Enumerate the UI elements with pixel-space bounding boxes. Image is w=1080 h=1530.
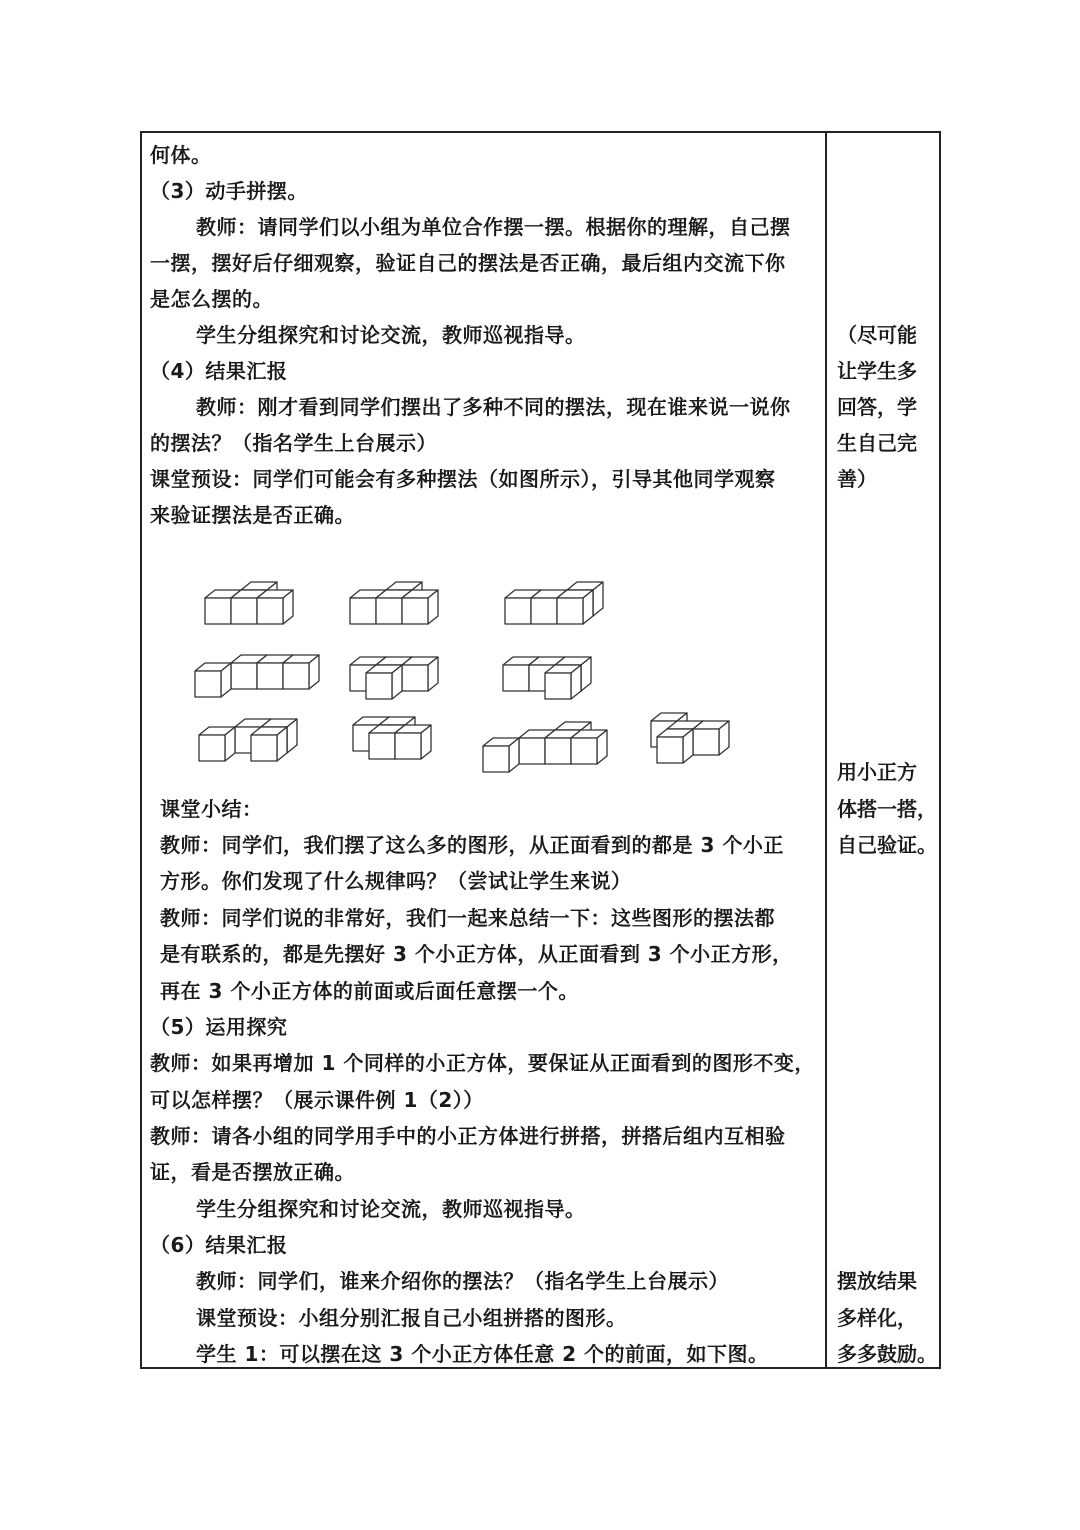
text-line: 学生分组探究和讨论交流，教师巡视指导。 <box>196 1197 586 1221</box>
side-note: 体搭一搭， <box>837 797 937 821</box>
cube-shape <box>571 730 607 764</box>
text-line: 教师：请同学们以小组为单位合作摆一摆。根据你的理解，自己摆 <box>196 215 791 239</box>
cube-shape <box>283 655 319 689</box>
text-line: 是有联系的，都是先摆好 3 个小正方体，从正面看到 3 个小正方形， <box>160 942 793 966</box>
side-note: （尽可能 <box>837 323 917 347</box>
cube-shape <box>395 725 431 759</box>
text-line: 方形。你们发现了什么规律吗？（尝试让学生来说） <box>160 869 632 893</box>
cube-shape <box>195 663 231 697</box>
text-line: 教师：请各小组的同学用手中的小正方体进行拼搭，拼搭后组内互相验 <box>150 1124 786 1148</box>
text-line: 何体。 <box>150 143 212 167</box>
cube-shape <box>251 727 287 761</box>
cube-shape <box>402 590 438 624</box>
cube-arrangements-figure <box>185 565 745 780</box>
text-line: 教师：同学们，我们摆了这么多的图形，从正面看到的都是 3 个小正 <box>160 833 784 857</box>
cube-shape <box>366 665 402 699</box>
text-line: 再在 3 个小正方体的前面或后面任意摆一个。 <box>160 979 579 1003</box>
summary-heading: 课堂小结： <box>160 797 263 821</box>
section-heading: （5）运用探究 <box>150 1015 288 1039</box>
text-line: 教师：同学们说的非常好，我们一起来总结一下：这些图形的摆法都 <box>160 906 775 930</box>
text-line: 的摆法？（指名学生上台展示） <box>150 431 437 455</box>
column-divider <box>825 131 827 1369</box>
text-line: 是怎么摆的。 <box>150 287 273 311</box>
side-note: 用小正方 <box>837 760 917 784</box>
side-note: 自己验证。 <box>837 833 937 857</box>
cube-shape <box>693 721 729 755</box>
text-line: 教师：如果再增加 1 个同样的小正方体，要保证从正面看到的图形不变， <box>150 1051 815 1075</box>
cube-shape <box>402 657 438 691</box>
cube-shape <box>199 727 235 761</box>
side-note: 多样化， <box>837 1306 917 1330</box>
section-heading: （6）结果汇报 <box>150 1233 288 1257</box>
text-line: 教师：刚才看到同学们摆出了多种不同的摆法，现在谁来说一说你 <box>196 395 791 419</box>
text-line: 教师：同学们，谁来介绍你的摆法？（指名学生上台展示） <box>196 1269 729 1293</box>
text-line: 课堂预设：小组分别汇报自己小组拼搭的图形。 <box>196 1306 627 1330</box>
side-note: 生自己完 <box>837 431 917 455</box>
cube-shape <box>657 729 693 763</box>
text-line: 来验证摆法是否正确。 <box>150 503 355 527</box>
cube-shape <box>545 665 581 699</box>
text-line: 学生 1：可以摆在这 3 个小正方体任意 2 个的前面，如下图。 <box>196 1342 769 1366</box>
cube-shape <box>557 590 593 624</box>
cube-shape <box>483 738 519 772</box>
text-line: 课堂预设：同学们可能会有多种摆法（如图所示），引导其他同学观察 <box>150 467 776 491</box>
side-note: 回答，学 <box>837 395 917 419</box>
side-note: 让学生多 <box>837 359 917 383</box>
text-line: 学生分组探究和讨论交流，教师巡视指导。 <box>196 323 586 347</box>
text-line: 可以怎样摆？（展示课件例 1（2）） <box>150 1088 484 1112</box>
text-line: 证，看是否摆放正确。 <box>150 1160 355 1184</box>
side-note: 多多鼓励。 <box>837 1342 937 1366</box>
section-heading: （3）动手拼摆。 <box>150 179 308 203</box>
side-note: 摆放结果 <box>837 1269 917 1293</box>
cube-shape <box>257 590 293 624</box>
section-heading: （4）结果汇报 <box>150 359 288 383</box>
text-line: 一摆，摆好后仔细观察，验证自己的摆法是否正确，最后组内交流下你 <box>150 251 786 275</box>
side-note: 善） <box>837 467 877 491</box>
